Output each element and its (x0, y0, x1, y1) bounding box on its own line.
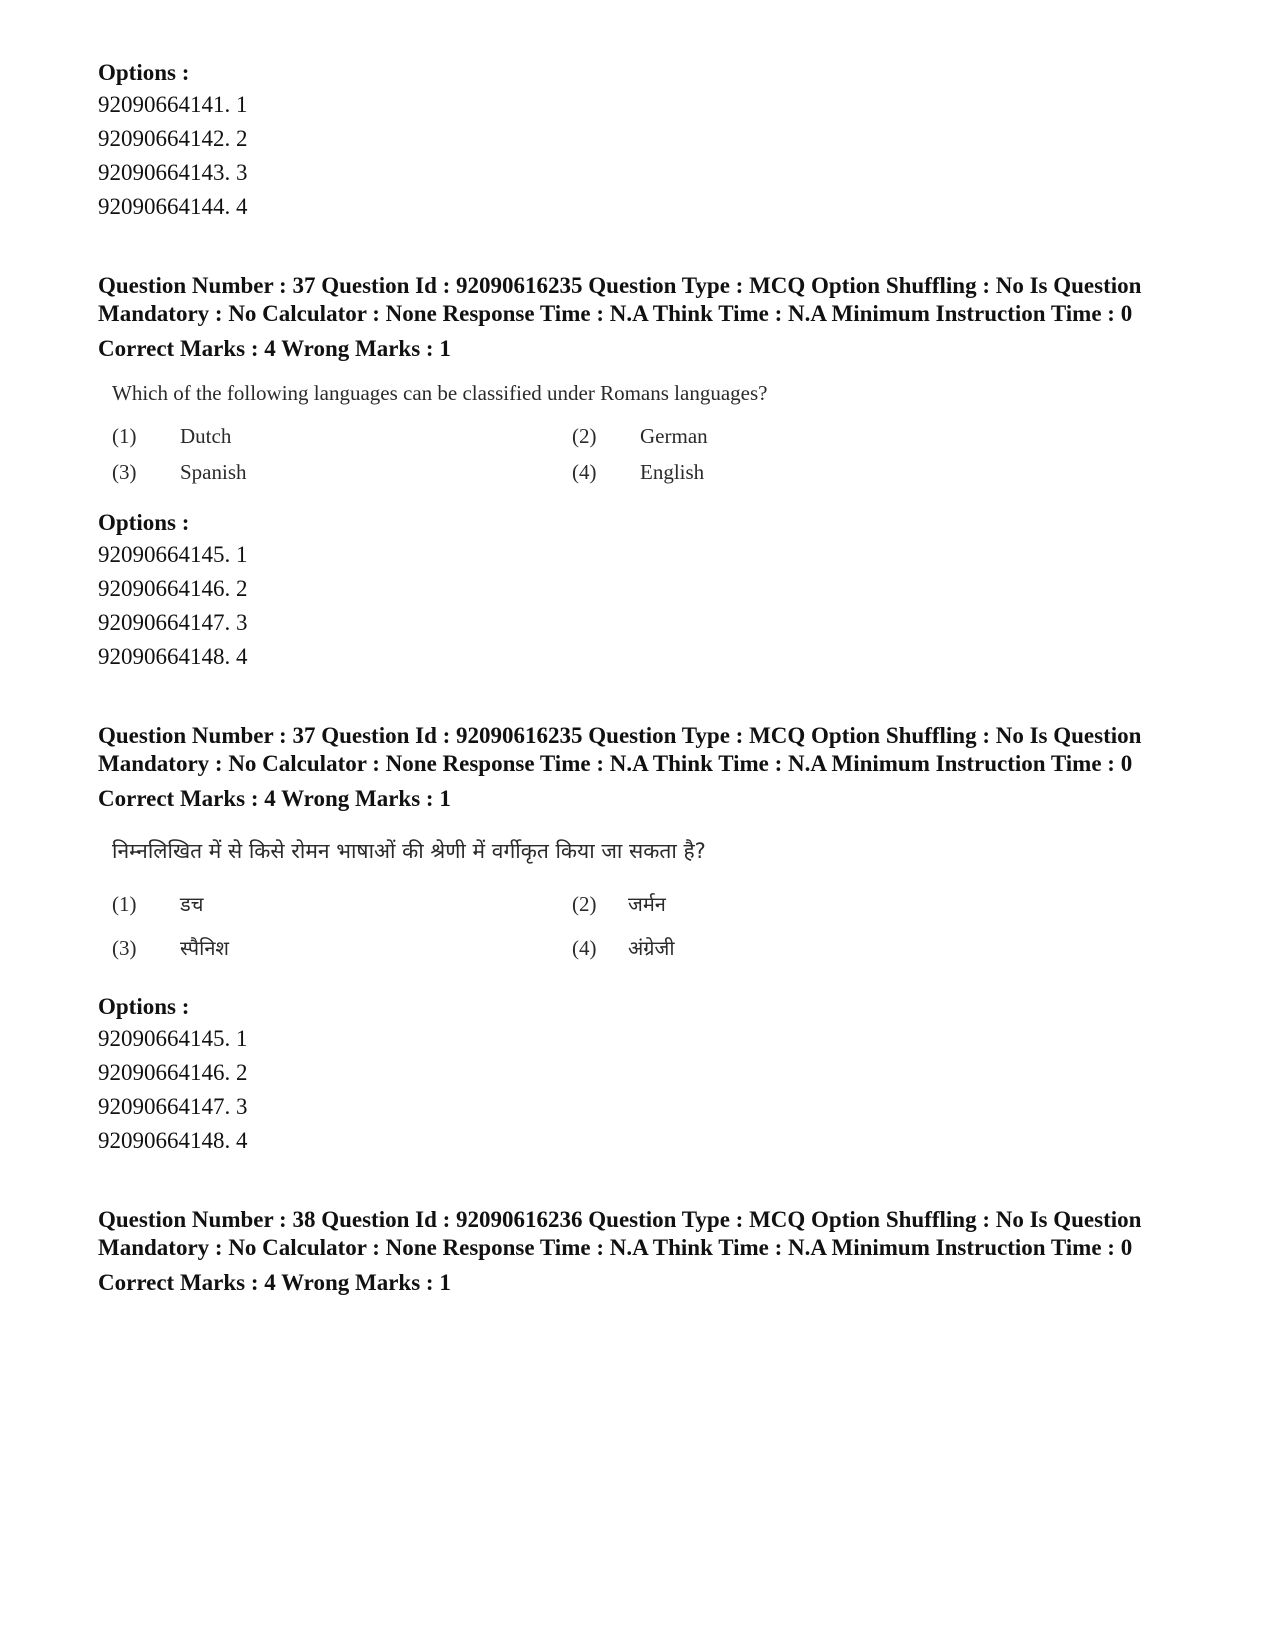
option-line: 92090664146. 2 (98, 576, 248, 601)
question-marks: Correct Marks : 4 Wrong Marks : 1 (98, 1270, 451, 1295)
choice-item (572, 454, 932, 490)
question-header: Question Number : 37 Question Id : 92090616235 Question Type : MCQ Option Shuffling : No Is Question Mandatory : No Calculator : None Response Time : N.A Think Time : N.A Minimum Instruction Time : 0 (98, 723, 1142, 776)
choice-item (572, 418, 932, 454)
options-block (98, 58, 1178, 224)
question-block (98, 1206, 1178, 1300)
choice-text: Spanish (180, 460, 247, 484)
choice-item (112, 418, 572, 454)
choice-number: (4) (572, 460, 597, 484)
choice-item (572, 926, 932, 970)
choice-item (112, 454, 572, 490)
choice-number: (1) (112, 892, 137, 916)
choice-item (112, 926, 572, 970)
question-text: Which of the following languages can be classified under Romans languages? (112, 381, 768, 405)
choice-text: जर्मन (628, 892, 666, 916)
question-content (112, 834, 932, 970)
question-block (98, 272, 1178, 674)
question-marks: Correct Marks : 4 Wrong Marks : 1 (98, 786, 451, 811)
choice-text: डच (180, 892, 204, 916)
choice-text: अंग्रेजी (628, 936, 675, 960)
options-block (98, 508, 1178, 674)
option-line: 92090664145. 1 (98, 1026, 248, 1051)
choice-grid (112, 418, 932, 490)
options-label: Options : (98, 60, 190, 85)
option-line: 92090664147. 3 (98, 610, 248, 635)
choice-text: English (640, 460, 705, 484)
option-line: 92090664141. 1 (98, 92, 248, 117)
choice-text: German (640, 424, 708, 448)
option-line: 92090664146. 2 (98, 1060, 248, 1085)
choice-number: (3) (112, 460, 137, 484)
options-block (98, 992, 1178, 1158)
question-content (112, 376, 932, 490)
choice-number: (1) (112, 424, 137, 448)
choice-item (112, 882, 572, 926)
choice-text: स्पैनिश (180, 936, 230, 960)
question-header: Question Number : 38 Question Id : 92090616236 Question Type : MCQ Option Shuffling : No Is Question Mandatory : No Calculator : None Response Time : N.A Think Time : N.A Minimum Instruction Time : 0 (98, 1207, 1142, 1260)
choice-number: (4) (572, 936, 597, 960)
option-line: 92090664145. 1 (98, 542, 248, 567)
question-header: Question Number : 37 Question Id : 92090616235 Question Type : MCQ Option Shuffling : No Is Question Mandatory : No Calculator : None Response Time : N.A Think Time : N.A Minimum Instruction Time : 0 (98, 273, 1142, 326)
option-line: 92090664147. 3 (98, 1094, 248, 1119)
question-marks: Correct Marks : 4 Wrong Marks : 1 (98, 336, 451, 361)
question-text: निम्नलिखित में से किसे रोमन भाषाओं की श्रेणी में वर्गीकृत किया जा सकता है? (112, 839, 706, 863)
choice-text: Dutch (180, 424, 232, 448)
choice-number: (2) (572, 892, 597, 916)
choice-number: (3) (112, 936, 137, 960)
option-line: 92090664142. 2 (98, 126, 248, 151)
option-line: 92090664148. 4 (98, 1128, 248, 1153)
option-line: 92090664143. 3 (98, 160, 248, 185)
choice-item (572, 882, 932, 926)
option-line: 92090664144. 4 (98, 194, 248, 219)
options-label: Options : (98, 994, 190, 1019)
document-page (98, 58, 1178, 1300)
option-line: 92090664148. 4 (98, 644, 248, 669)
choice-number: (2) (572, 424, 597, 448)
options-label: Options : (98, 510, 190, 535)
choice-grid (112, 882, 932, 970)
question-block (98, 722, 1178, 1158)
